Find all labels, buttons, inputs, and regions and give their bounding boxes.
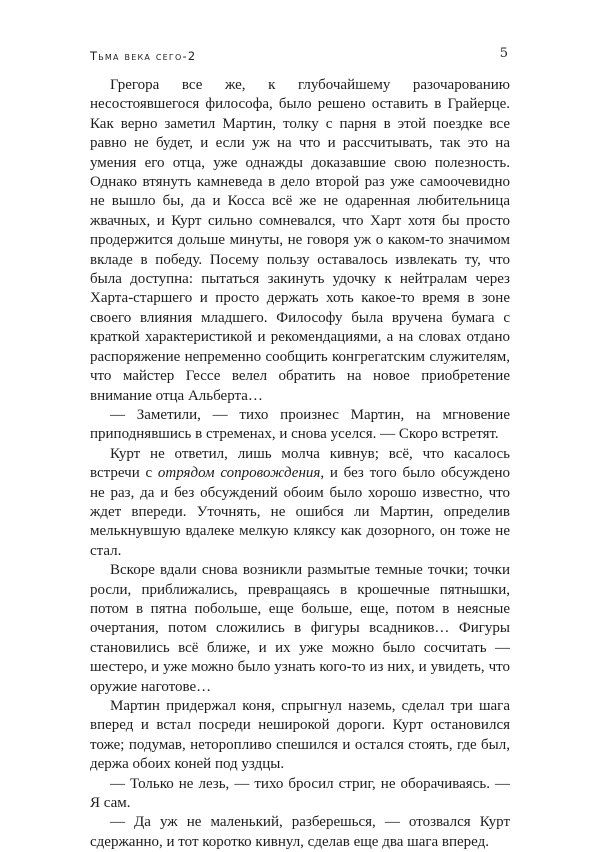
paragraph: — Да уж не маленький, разберешься, — отозвался Курт сдержанно, и тот коротко кивнул, сделав еще два шага вперед. — [90, 814, 510, 850]
page-number: 5 — [499, 46, 508, 61]
paragraph: — Заметили, — тихо произнес Мартин, на мгновение приподнявшись в стременах, и снова уселся. — Скоро встретят. — [90, 406, 510, 443]
italic-phrase: отрядом сопровождения — [157, 465, 321, 482]
paragraph-text: Курт не ответил, лишь молча кивнув; всё, что касалось встречи с — [90, 445, 510, 482]
running-title: Тьма века сего-2 — [90, 49, 197, 63]
paragraph: Мартин придержал коня, спрыгнул наземь, сделал три шага вперед и встал посреди неширокой дороги. Курт остановился тоже; подумав, неторопливо спешился и остался стоять, где был, держа обоих коней под уздцы. — [90, 698, 510, 773]
paragraph-text: , и без того было обсуждено не раз, да и без обсуждений обоим было хорошо известно, что ждет впереди. Уточнять, не ошибся ли Мартин, определив мелькнувшую вдалеке мелкую кляксу как дозорного, он тоже не стал. — [90, 465, 510, 559]
body-text — [90, 76, 510, 852]
paragraph: Грегора все же, к глубочайшему разочарованию несостоявшегося философа, было решено оставить в Грайерце. Как верно заметил Мартин, толку с парня в этой поездке все равно не будет, и если уж на что и рассчитывать, так это на умения его отца, уже однажды доказавшие свою полезность. Однако втянуть камневеда в дело второй раз уже самоочевидно не вышло бы, да и Косса всё же не одаренная любительница жвачных, и Курт сильно сомневался, что Харт хотя бы просто продержится дольше минуты, не говоря уж о каком-то значимом вкладе в победу. Посему пользу оставалось извлекать ту, что была доступна: пытаться закинуть удочку к нейтралам через Харта-старшего и просто держать хоть какое-то время в зоне своего влияния младшего. Философу была вручена бумага с краткой характеристикой и рекомендациями, а на словах отдано распоряжение непременно сообщить конгрегатским служителям, что майстер Гессе велел обратить на новое приобретение внимание отца Альберта… — [90, 77, 510, 404]
paragraph: Вскоре вдали снова возникли размытые темные точки; точки росли, приближались, превращаясь в крошечные пятнышки, потом в пятна побольше, еще больше, еще, потом в неясные очертания, потом сложились в фигуры всадников… Фигуры становились всё ближе, и их уже можно было сосчитать — шестеро, и уже можно было узнать кого-то из них, и увидеть, что оружие наготове… — [90, 562, 510, 695]
paragraph: — Только не лезь, — тихо бросил стриг, не оборачиваясь. — Я сам. — [90, 775, 510, 812]
paragraph — [90, 445, 510, 561]
